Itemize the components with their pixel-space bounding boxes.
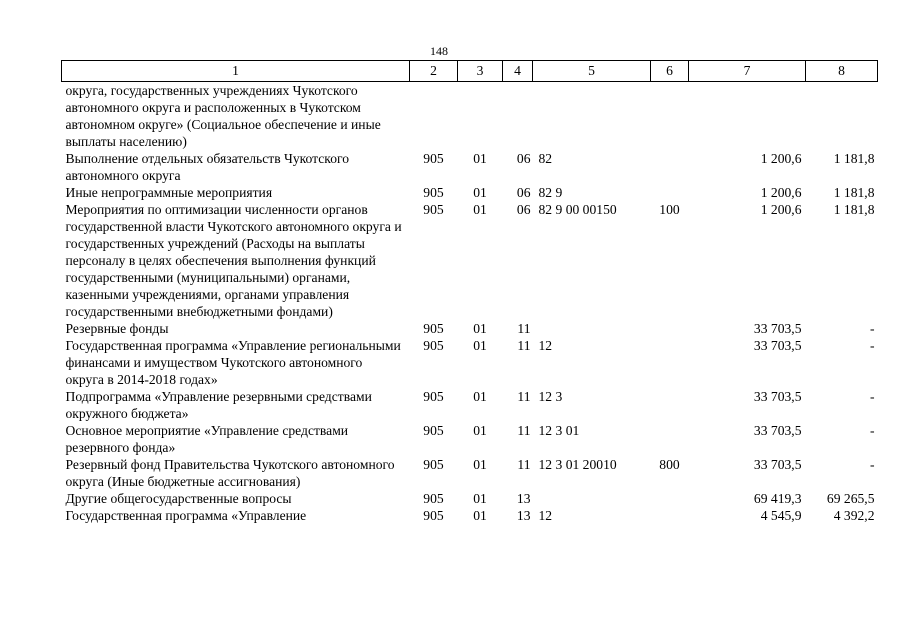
table-row xyxy=(62,82,878,151)
table-row xyxy=(62,456,878,490)
row-name: округа, государственных учреждениях Чукотского автономного округа и расположенных в Чукотском автономном округе» (Социальное обеспечение и иные выплаты населению) xyxy=(65,83,381,149)
row-amount-2: - xyxy=(869,423,875,438)
row-admin-code: 905 xyxy=(423,151,444,166)
table-row xyxy=(62,184,878,201)
row-subsection: 11 xyxy=(517,338,531,353)
row-expense-type xyxy=(651,507,689,524)
col-header-3: 3 xyxy=(458,61,503,82)
row-section: 01 xyxy=(473,423,487,438)
row-amount-1: 33 703,5 xyxy=(753,423,802,438)
row-target-article: 82 xyxy=(538,151,553,166)
row-name: Резервные фонды xyxy=(65,321,169,336)
row-admin-code: 905 xyxy=(423,321,444,336)
row-expense-type xyxy=(651,184,689,201)
row-section: 01 xyxy=(473,338,487,353)
row-expense-type xyxy=(651,422,689,456)
row-amount-1: 1 200,6 xyxy=(760,151,802,166)
row-subsection: 06 xyxy=(516,185,531,200)
row-amount-1: 4 545,9 xyxy=(760,508,802,523)
row-subsection: 06 xyxy=(516,151,531,166)
row-section: 01 xyxy=(473,185,487,200)
row-subsection: 11 xyxy=(517,423,531,438)
col-header-6: 6 xyxy=(651,61,689,82)
row-amount-2: - xyxy=(869,457,875,472)
row-expense-type: 800 xyxy=(659,457,680,472)
table-row xyxy=(62,422,878,456)
table-row xyxy=(62,201,878,320)
row-amount-1: 33 703,5 xyxy=(753,457,802,472)
row-subsection xyxy=(503,82,533,151)
row-amount-2: - xyxy=(869,321,875,336)
row-admin-code: 905 xyxy=(423,338,444,353)
row-amount-2: - xyxy=(869,389,875,404)
row-target-article: 12 3 01 20010 xyxy=(538,457,617,472)
row-expense-type xyxy=(651,388,689,422)
row-section: 01 xyxy=(473,151,487,166)
row-name: Государственная программа «Управление региональными финансами и имуществом Чукотского автономного округа в 2014-2018 годах» xyxy=(65,338,401,387)
row-name: Выполнение отдельных обязательств Чукотского автономного округа xyxy=(65,151,350,183)
row-target-article: 12 xyxy=(538,338,553,353)
header-row xyxy=(62,61,878,82)
row-name: Основное мероприятие «Управление средствами резервного фонда» xyxy=(65,423,349,455)
row-amount-1: 33 703,5 xyxy=(753,389,802,404)
col-header-4: 4 xyxy=(503,61,533,82)
row-admin-code: 905 xyxy=(423,423,444,438)
col-header-8: 8 xyxy=(806,61,878,82)
col-header-5: 5 xyxy=(533,61,651,82)
row-section: 01 xyxy=(473,202,487,217)
row-amount-2: 1 181,8 xyxy=(833,185,875,200)
col-header-7: 7 xyxy=(689,61,806,82)
budget-table xyxy=(61,60,878,524)
row-name: Государственная программа «Управление xyxy=(65,508,307,523)
page-number: 148 xyxy=(430,44,448,58)
row-name: Другие общегосударственные вопросы xyxy=(65,491,292,506)
row-amount-1: 33 703,5 xyxy=(753,321,802,336)
row-subsection: 13 xyxy=(516,508,531,523)
row-expense-type xyxy=(651,490,689,507)
row-admin-code: 905 xyxy=(423,457,444,472)
row-target-article: 82 9 00 00150 xyxy=(538,202,617,217)
row-subsection: 13 xyxy=(516,491,531,506)
col-header-2: 2 xyxy=(410,61,458,82)
row-amount-1: 1 200,6 xyxy=(760,185,802,200)
row-subsection: 11 xyxy=(517,457,531,472)
row-amount-1: 33 703,5 xyxy=(753,338,802,353)
row-target-article: 12 xyxy=(538,508,553,523)
col-header-1: 1 xyxy=(62,61,410,82)
row-name: Резервный фонд Правительства Чукотского автономного округа (Иные бюджетные ассигнования) xyxy=(65,457,395,489)
row-expense-type: 100 xyxy=(659,202,680,217)
row-subsection: 11 xyxy=(517,389,531,404)
row-admin-code: 905 xyxy=(423,202,444,217)
row-amount-2: 1 181,8 xyxy=(833,202,875,217)
row-section xyxy=(458,82,503,151)
row-admin-code: 905 xyxy=(423,508,444,523)
row-expense-type xyxy=(651,320,689,337)
row-admin-code xyxy=(410,82,458,151)
row-amount-2 xyxy=(806,82,878,151)
row-amount-1: 1 200,6 xyxy=(760,202,802,217)
row-subsection: 06 xyxy=(516,202,531,217)
row-section: 01 xyxy=(473,321,487,336)
row-name: Иные непрограммные мероприятия xyxy=(65,185,273,200)
table-body xyxy=(62,82,878,525)
table-row xyxy=(62,150,878,184)
row-admin-code: 905 xyxy=(423,491,444,506)
row-name: Подпрограмма «Управление резервными средствами окружного бюджета» xyxy=(65,389,372,421)
row-target-article xyxy=(533,82,651,151)
row-subsection: 11 xyxy=(517,321,531,336)
row-amount-2: 4 392,2 xyxy=(833,508,875,523)
row-name: Мероприятия по оптимизации численности органов государственной власти Чукотского автономного округа и государственных учреждений (Расходы на выплаты персоналу в целях обеспечения выполнения функций государственными (муниципальными) органами, казенными учреждениями, органами управления государственными внебюджетными фондами) xyxy=(65,202,402,319)
row-amount-2: 69 265,5 xyxy=(826,491,875,506)
row-admin-code: 905 xyxy=(423,185,444,200)
row-target-article: 12 3 xyxy=(538,389,563,404)
row-section: 01 xyxy=(473,508,487,523)
table-row xyxy=(62,388,878,422)
table-row xyxy=(62,337,878,388)
row-amount-1 xyxy=(689,82,806,151)
table-row xyxy=(62,320,878,337)
row-admin-code: 905 xyxy=(423,389,444,404)
row-amount-1: 69 419,3 xyxy=(753,491,802,506)
row-section: 01 xyxy=(473,389,487,404)
row-target-article: 82 9 xyxy=(538,185,563,200)
row-amount-2: 1 181,8 xyxy=(833,151,875,166)
row-section: 01 xyxy=(473,457,487,472)
table-row xyxy=(62,507,878,524)
table-row xyxy=(62,490,878,507)
row-target-article: 12 3 01 xyxy=(538,423,580,438)
row-target-article xyxy=(533,320,651,337)
row-expense-type xyxy=(651,337,689,388)
row-section: 01 xyxy=(473,491,487,506)
row-target-article xyxy=(533,490,651,507)
row-expense-type xyxy=(651,82,689,151)
row-expense-type xyxy=(651,150,689,184)
row-amount-2: - xyxy=(869,338,875,353)
